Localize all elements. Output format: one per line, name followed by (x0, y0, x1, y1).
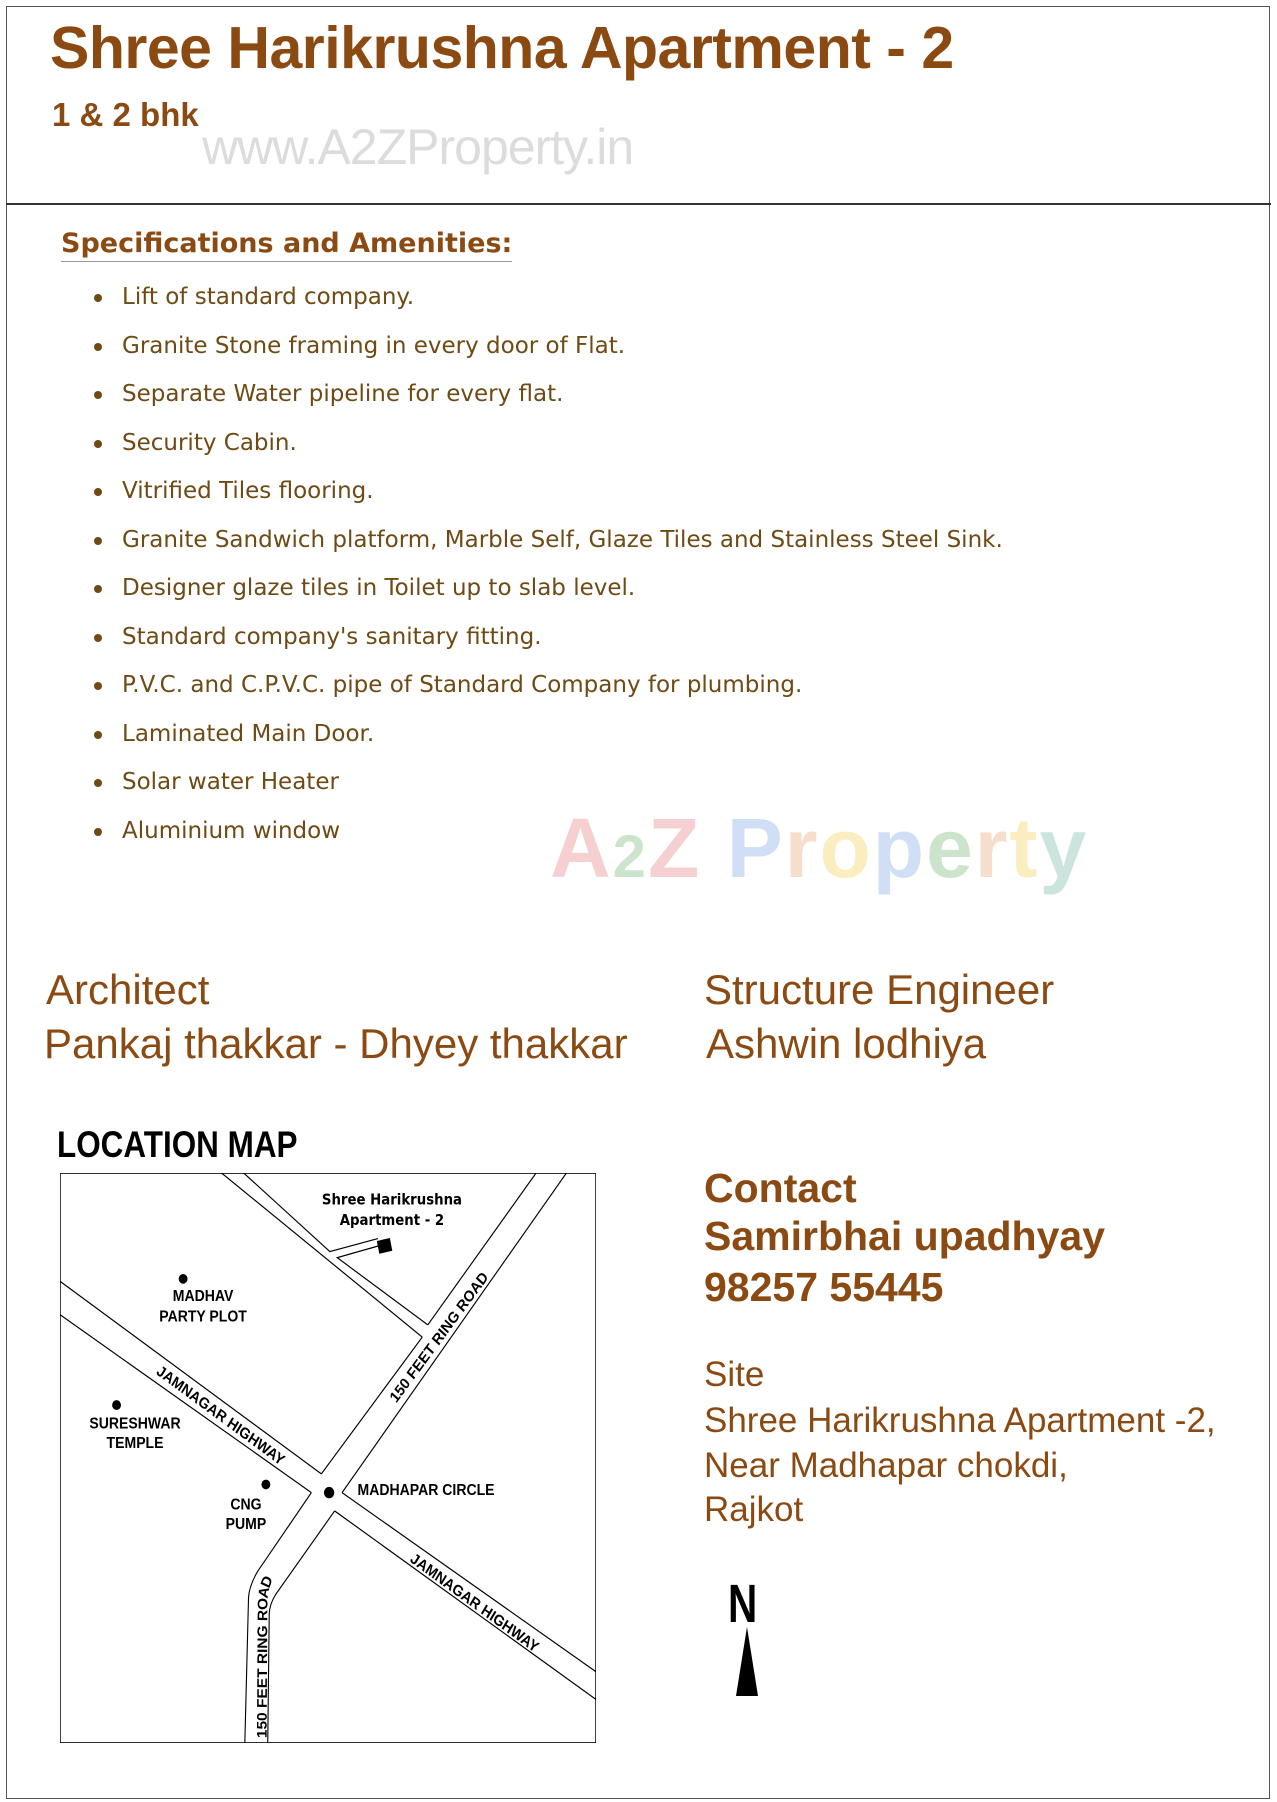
architect-label: Architect (46, 966, 210, 1013)
bullet-icon (94, 634, 102, 642)
ring-road-label-sw: 150 FEET RING ROAD (255, 1573, 277, 1739)
spec-item-text: Security Cabin. (122, 429, 297, 456)
contact-label: Contact (704, 1165, 857, 1211)
spec-item (92, 717, 1082, 751)
bullet-icon (94, 488, 102, 496)
madhav-dot (179, 1274, 188, 1284)
spec-item (92, 571, 1082, 605)
spec-item-text: Standard company's sanitary fitting. (122, 623, 542, 650)
spec-item (92, 523, 1082, 557)
spec-item-text: Separate Water pipeline for every flat. (122, 381, 564, 407)
engineer-label: Structure Engineer (704, 966, 1055, 1013)
spec-item-text: P.V.C. and C.P.V.C. pipe of Standard Company for plumbing. (122, 672, 803, 698)
spec-item (92, 620, 1082, 654)
site-address-line1: Shree Harikrushna Apartment -2, (704, 1401, 1216, 1440)
spec-item-text: Lift of standard company. (122, 284, 415, 310)
madhav-label-1: MADHAV (172, 1288, 234, 1306)
engineer-name: Ashwin lodhiya (706, 1020, 987, 1067)
url-watermark: www.A2ZProperty.in (202, 119, 634, 175)
specs-heading: Specifications and Amenities: (61, 228, 512, 262)
header-divider (6, 203, 1271, 205)
spec-item-text: Designer glaze tiles in Toilet up to slab level. (122, 575, 636, 601)
cng-dot (261, 1480, 270, 1490)
north-arrow-icon (736, 1627, 758, 1696)
contact-name: Samirbhai upadhyay (704, 1213, 1106, 1259)
madhav-label-2: PARTY PLOT (159, 1309, 247, 1326)
madhapar-circle-dot (324, 1487, 334, 1498)
spec-item-text: Solar water Heater (122, 769, 339, 795)
highway-label-east: JAMNAGAR HIGHWAY (407, 1550, 542, 1657)
bullet-icon (94, 537, 102, 545)
north-label: N (728, 1574, 758, 1634)
specs-list (92, 280, 1082, 862)
spec-item (92, 474, 1082, 508)
spec-item (92, 426, 1082, 460)
spec-item (92, 377, 1082, 411)
spec-item-text: Vitrified Tiles flooring. (122, 478, 374, 504)
sureshwar-label-1: SURESHWAR (89, 1415, 181, 1433)
map-apartment-label-2: Apartment - 2 (339, 1212, 445, 1230)
bullet-icon (94, 828, 102, 836)
architect-name: Pankaj thakkar - Dhyey thakkar (44, 1020, 628, 1067)
location-map-title: LOCATION MAP (57, 1124, 298, 1165)
spec-item (92, 280, 1082, 314)
sureshwar-label-2: TEMPLE (106, 1435, 164, 1453)
bullet-icon (94, 779, 102, 787)
page-subtitle: 1 & 2 bhk (52, 96, 199, 133)
highway-label-west: JAMNAGAR HIGHWAY (153, 1363, 288, 1470)
sureshwar-dot (112, 1400, 121, 1410)
spec-item-text: Aluminium window (122, 817, 341, 844)
map-border (60, 1173, 596, 1743)
map-apartment-label-1: Shree Harikrushna (321, 1192, 463, 1209)
spec-item-text: Granite Stone framing in every door of Flat. (122, 332, 626, 359)
bullet-icon (94, 682, 102, 690)
page-title: Shree Harikrushna Apartment - 2 (50, 15, 954, 81)
spec-item-text: Laminated Main Door. (122, 720, 375, 747)
ring-road-label-ne: 150 FEET RING ROAD (387, 1269, 492, 1407)
spec-item-text: Granite Sandwich platform, Marble Self, Glaze Tiles and Stainless Steel Sink. (122, 526, 1003, 553)
site-address-line2: Near Madhapar chokdi, (704, 1446, 1068, 1485)
location-map (60, 1173, 596, 1743)
bullet-icon (94, 343, 102, 351)
madhapar-circle-label: MADHAPAR CIRCLE (357, 1482, 495, 1500)
cng-label-1: CNG (230, 1497, 262, 1514)
site-label: Site (704, 1355, 765, 1394)
spec-item (92, 765, 1082, 799)
contact-phone: 98257 55445 (704, 1264, 944, 1310)
a2z-logo-watermark: A2Z Property (550, 801, 1089, 895)
spec-item (92, 668, 1082, 702)
bullet-icon (94, 440, 102, 448)
spec-item (92, 329, 1082, 363)
bullet-icon (94, 391, 102, 399)
bullet-icon (94, 585, 102, 593)
cng-label-2: PUMP (225, 1516, 267, 1534)
site-address-line3: Rajkot (704, 1490, 804, 1529)
bullet-icon (94, 294, 102, 302)
bullet-icon (94, 731, 102, 739)
